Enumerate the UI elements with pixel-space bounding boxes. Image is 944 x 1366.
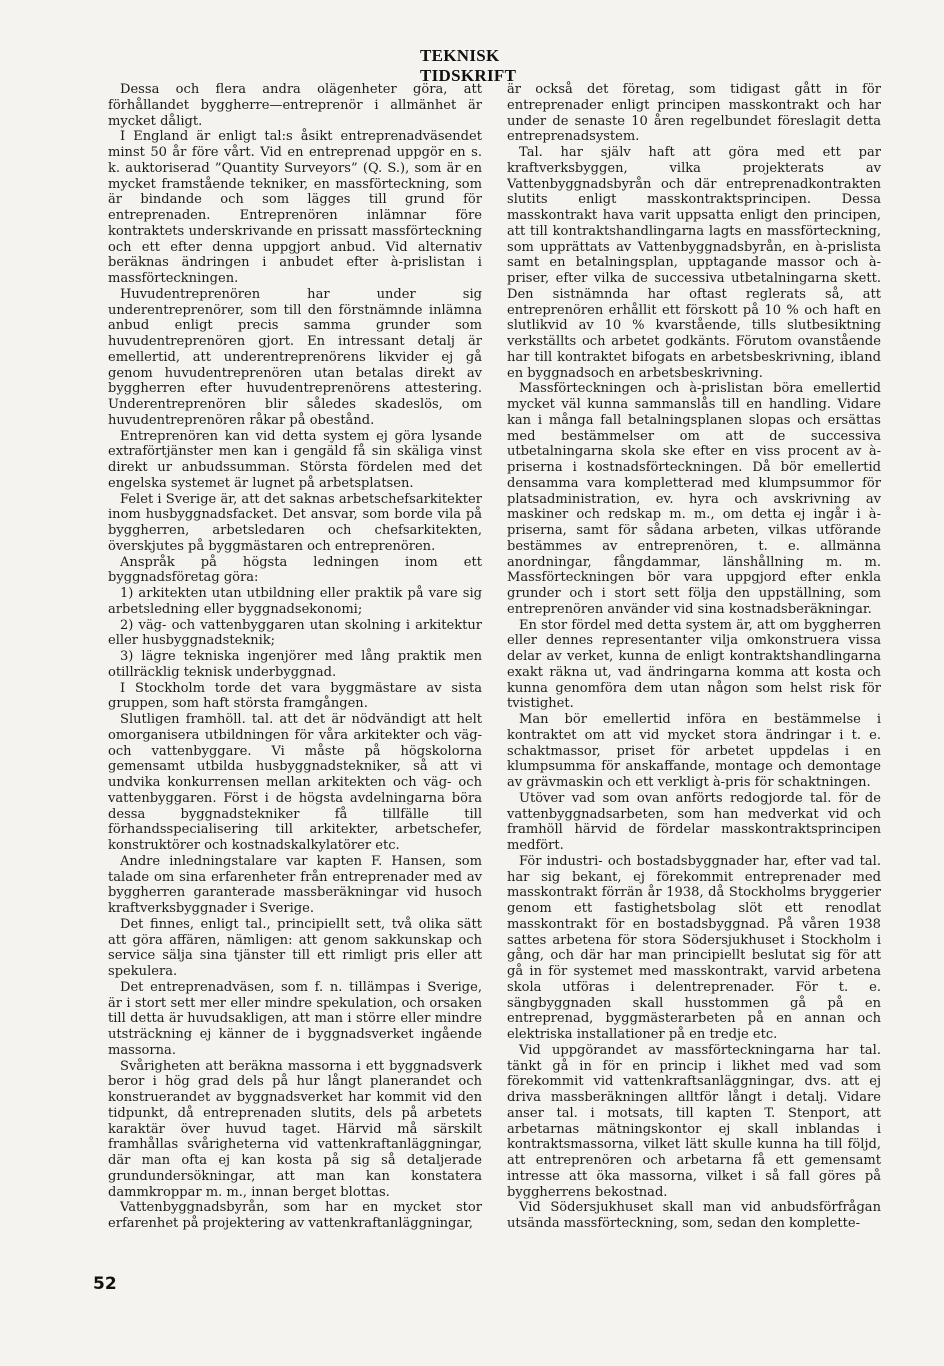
paragraph: Slutligen framhöll. tal. att det är nödvändigt att helt omorganisera utbildningen för våra arkitekter och väg- och vattenbyggare. Vi måste på högskolorna gemensamt utbilda husbyggnadstekniker, så att vi undvika konkurrensen mellan arkitekten och väg- och vattenbyggaren. Först i de högsta avdelningarna böra dessa byggnadstekniker få tillfälle till förhandsspecialisering till arkitekter, arbetschefer, konstruktörer och kostnadskalkylatörer etc. — [108, 712, 482, 853]
paragraph: Massförteckningen och à-prislistan böra emellertid mycket väl kunna sammanslås till en handling. Vidare kan i många fall betalningsplanen slopas och ersättas med bestämmelser om att de successiva utbetalningarna skola ske efter en viss procent av à-priserna i kostnadsförteckningen. Då bör emellertid densamma vara kompletterad med klumpsummor för platsadministration, ev. hyra och avskrivning av maskiner och redskap m. m., om detta ej ingår i à-priserna, samt för sådana arbeten, vilkas utförande bestämmes av entreprenören, t. e. allmänna anordningar, fångdammar, länshållning m. m. Massförteckningen bör vara uppgjord efter enkla grunder och i stort sett följa den uppställning, som entreprenören använder vid sina kostnadsberäkningar. — [507, 381, 881, 617]
right-column — [507, 82, 881, 1232]
paragraph: Vid uppgörandet av massförteckningarna har tal. tänkt gå in för en princip i likhet med vad som förekommit vid vattenkraftsanläggningar, dvs. att ej driva massberäkningen alltför långt i detalj. Vidare anser tal. i motsats, till kapten T. Stenport, att arbetarnas mätningskontor ej skall inblandas i kontraktsmassorna, vilket lätt skulle kunna ha till följd, att entreprenören och arbetarna få ett gemensamt intresse att öka massorna, vilket i så fall göres på byggherrens bekostnad. — [507, 1042, 881, 1200]
paragraph: Det finnes, enligt tal., principiellt sett, två olika sätt att göra affären, nämligen: att genom sakkunskap och service sälja sina tjänster till ett rimligt pris eller att spekulera. — [108, 916, 482, 979]
paragraph: En stor fördel med detta system är, att om byggherren eller dennes representanter vilja omkonstruera vissa delar av verket, kunna de enligt kontraktshandlingarna exakt räkna ut, vad ändringarna komma att kosta och kunna genomföra dem utan någon som helst risk för tvistighet. — [507, 617, 881, 712]
paragraph: Andre inledningstalare var kapten F. Hansen, som talade om sina erfarenheter från entreprenader med av byggherren garanterade massberäkningar vid husoch kraftverksbyggnader i Sverige. — [108, 853, 482, 916]
paragraph: är också det företag, som tidigast gått in för entreprenader enligt principen masskontrakt och har under de senaste 10 åren regelbundet föreslagit detta entreprenadsystem. — [507, 82, 881, 145]
journal-title: TEKNISK TIDSKRIFT — [420, 46, 517, 85]
paragraph: Felet i Sverige är, att det saknas arbetschefsarkitekter inom husbyggnadsfacket. Det ansvar, som borde vila på byggherren, arbetsledaren och chefsarkitekten, överskjutes på byggmästaren och entreprenören. — [108, 491, 482, 554]
list-item: 3) lägre tekniska ingenjörer med lång praktik men otillräcklig teknisk underbyggnad. — [108, 649, 482, 680]
page-number: 52 — [93, 1274, 117, 1294]
paragraph: Entreprenören kan vid detta system ej göra lysande extraförtjänster men kan i gengäld få sin skäliga vinst direkt ur anbudssumman. Största fördelen med det engelska systemet är lugnet på arbetsplatsen. — [108, 428, 482, 491]
paragraph: Utöver vad som ovan anförts redogjorde tal. för de vattenbyggnadsarbeten, som han medverkat vid och framhöll härvid de fördelar masskontraktsprincipen medfört. — [507, 790, 881, 853]
list-item: 1) arkitekten utan utbildning eller praktik på vare sig arbetsledning eller byggnadsekonomi; — [108, 586, 482, 617]
paragraph: För industri- och bostadsbyggnader har, efter vad tal. har sig bekant, ej förekommit entreprenader med masskontrakt förrän år 1938, då Stockholms bryggerier genom ett fastighetsbolag slöt ett renodlat masskontrakt för en bostadsbyggnad. På våren 1938 sattes arbetena för stora Södersjukhuset i Stockholm i gång, och där har man principiellt beslutat sig för att gå in för systemet med masskontrakt, varvid arbetena skola utföras i delentreprenader. För t. e. sängbyggnaden skall husstommen gå på en entreprenad, byggmästerarbeten på en annan och elektriska installationer på en tredje etc. — [507, 853, 881, 1042]
list-item: 2) väg- och vattenbyggaren utan skolning i arkitektur eller husbyggnadsteknik; — [108, 617, 482, 649]
left-column — [108, 82, 482, 1232]
paragraph: Tal. har själv haft att göra med ett par kraftverksbyggen, vilka projekterats av Vattenbyggnadsbyrån och där entreprenadkontrakten slutits enligt masskontraktsprincipen. Dessa masskontrakt hava varit uppsatta enligt den principen, att till kontraktshandlingarna lagts en massförteckning, som upprättats av Vattenbyggnadsbyrån, en à-prislista samt en betalningsplan, upptagande massor och à-priser, efter vilka de successiva utbetalningarna skett. Den sistnämnda har oftast reglerats så, att entreprenören erhållit ett förskott på 10 % och haft en slutlikvid av 10 % kvarstående, tills slutbesiktning verkställts och arbetet godkänts. Förutom ovanstående har till kontraktet bifogats en arbetsbeskrivning, ibland en byggnadsoch en arbetsbeskrivning. — [507, 145, 881, 381]
paragraph: Vid Södersjukhuset skall man vid anbudsförfrågan utsända massförteckning, som, sedan den komplette- — [507, 1200, 881, 1231]
paragraph: Anspråk på högsta ledningen inom ett byggnadsföretag göra: — [108, 554, 482, 586]
paragraph: Svårigheten att beräkna massorna i ett byggnadsverk beror i hög grad dels på hur långt planerandet och konstruerandet av byggnadsverket har kommit vid den tidpunkt, då entreprenaden slutits, dels på arbetets karaktär över huvud taget. Härvid må särskilt framhållas svårigheterna vid vattenkraftanläggningar, där man ofta ej kan kosta på sig så detaljerade grundundersökningar, att man kan konstatera dammkroppar m. m., innan berget blottas. — [108, 1058, 482, 1200]
paragraph: Dessa och flera andra olägenheter göra, att förhållandet byggherre—entreprenör i allmänhet är mycket dåligt. — [108, 82, 482, 129]
paragraph: Huvudentreprenören har under sig underentreprenörer, som till den förstnämnde inlämna anbud enligt precis samma grunder som huvudentreprenören gjort. En intressant detalj är emellertid, att underentreprenörens likvider ej gå genom huvudentreprenören utan betalas direkt av byggherren efter huvudentreprenörens attestering. Underentreprenören blir således skadeslös, om huvudentreprenören råkar på obestånd. — [108, 286, 482, 428]
paragraph: I Stockholm torde det vara byggmästare av sista gruppen, som haft största framgången. — [108, 680, 482, 712]
paragraph: Vattenbyggnadsbyrån, som har en mycket stor erfarenhet på projektering av vattenkraftanläggningar, — [108, 1200, 482, 1231]
paragraph: Man bör emellertid införa en bestämmelse i kontraktet om att vid mycket stora ändringar i t. e. schaktmassor, priset för arbetet uppdelas i en klumpsumma för anskaffande, montage och demontage av grävmaskin och ett verkligt à-pris för schaktningen. — [507, 712, 881, 790]
paragraph: I England är enligt tal:s åsikt entreprenadväsendet minst 50 år före vårt. Vid en entreprenad uppgör en s. k. auktoriserad ”Quantity Surveyors” (Q. S.), som är en mycket framstående tekniker, en massförteckning, som är bindande och som lägges till grund för entreprenaden. Entreprenören inlämnar före kontraktets underskrivande en prissatt massförteckning och ett efter denna uppgjort anbud. Vid alternativ beräknas ändringen i anbudet efter à-prislistan i massförteckningen. — [108, 129, 482, 286]
paragraph: Det entreprenadväsen, som f. n. tillämpas i Sverige, är i stort sett mer eller mindre spekulation, och orsaken till detta är huvudsakligen, att man i större eller mindre utsträckning ej känner de i byggnadsverket ingående massorna. — [108, 979, 482, 1058]
journal-header — [420, 46, 585, 86]
